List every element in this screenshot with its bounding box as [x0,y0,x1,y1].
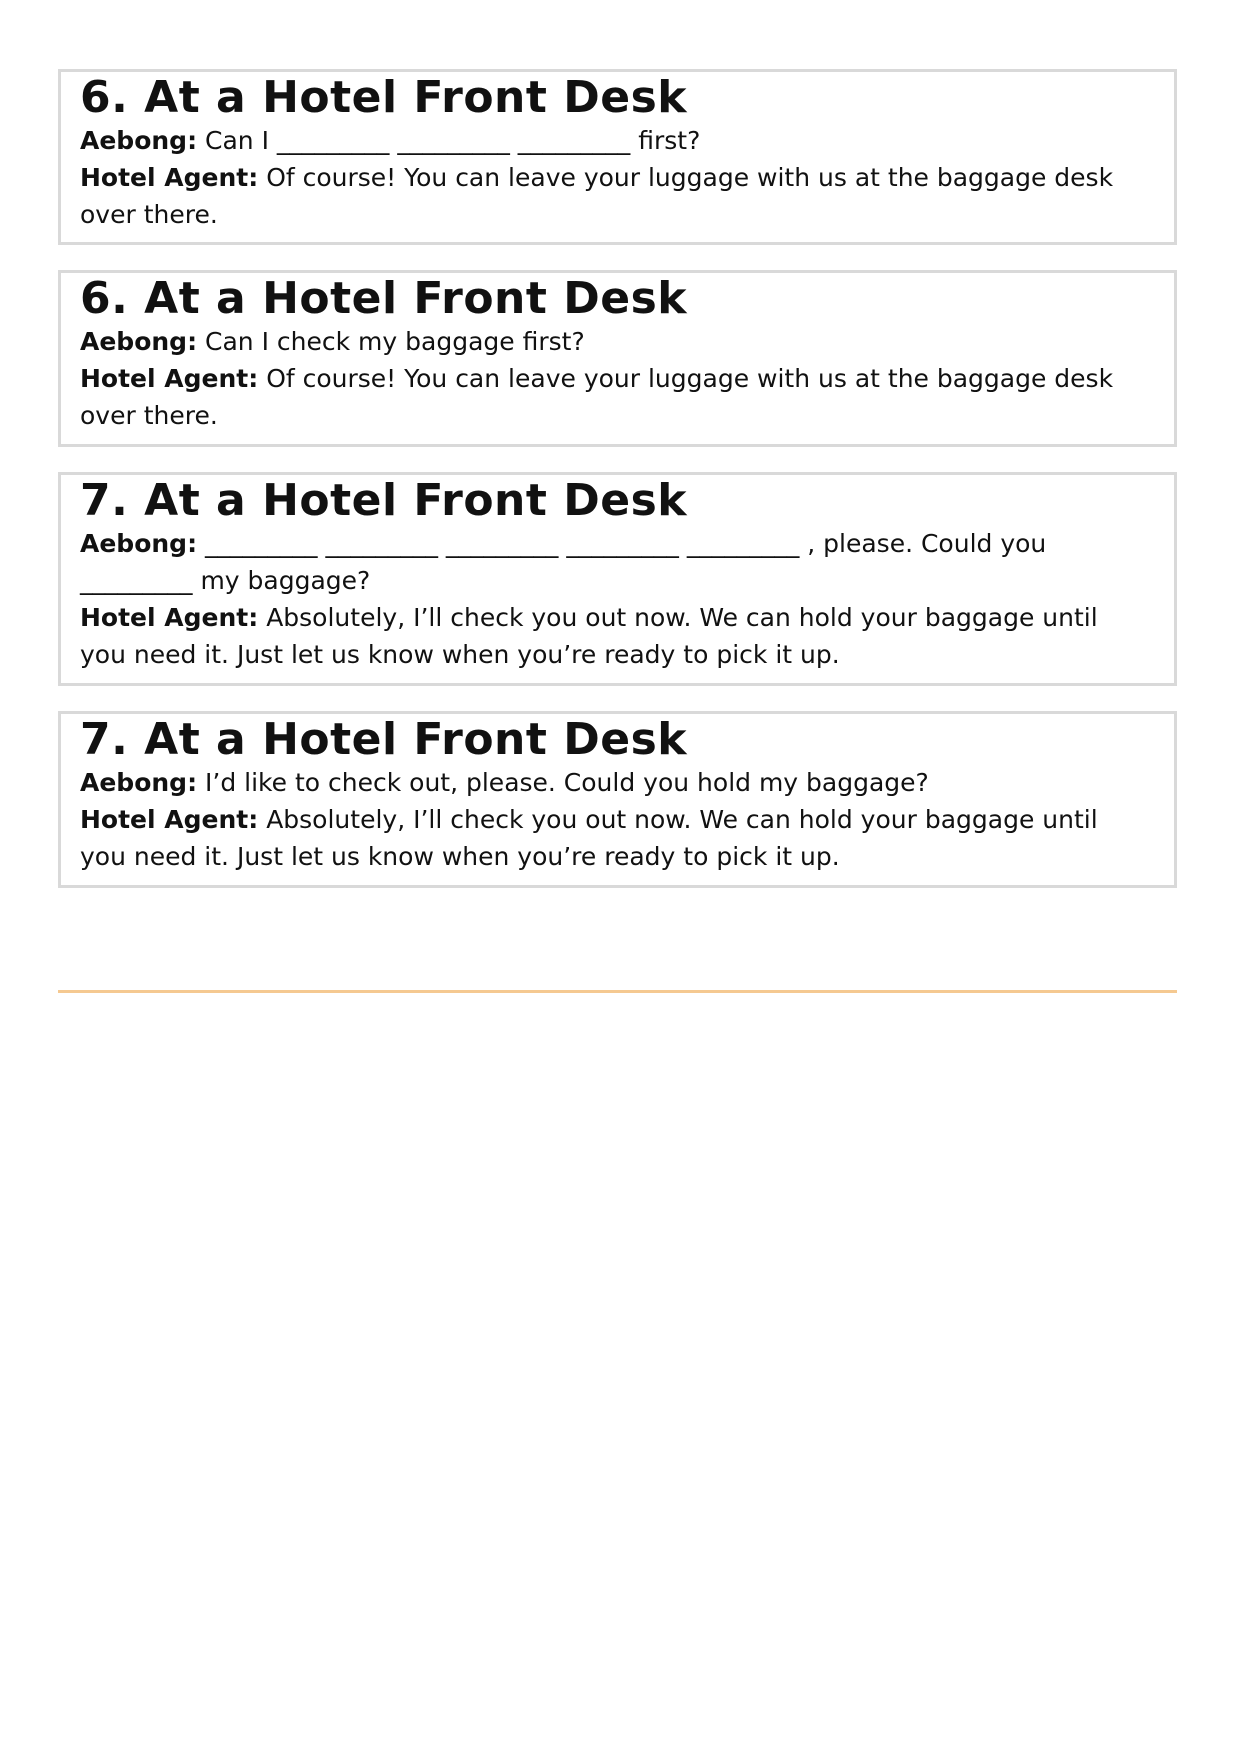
dialogue-text: _________ _________ _________ _________ _________ , please. Could you _________ my baggage? [80,529,1047,595]
dialogue-text: Absolutely, I’ll check you out now. We can hold your baggage until you need it. Just let us know when you’re ready to pick it up. [80,603,1098,669]
speaker-label: Hotel Agent: [80,603,259,632]
dialogue-line-aebong [80,525,1144,599]
speaker-label: Hotel Agent: [80,805,259,834]
card-title: 6. At a Hotel Front Desk [80,72,688,123]
dialogue-card-6-answer [58,270,1177,447]
card-title: 7. At a Hotel Front Desk [80,714,688,765]
dialogue-line-hotel-agent [80,360,1144,434]
speaker-label: Aebong: [80,529,198,558]
dialogue-line-aebong [80,122,1144,159]
speaker-label: Hotel Agent: [80,364,259,393]
dialogue-text: Of course! You can leave your luggage with us at the baggage desk over there. [80,364,1114,430]
dialogue-card-6-blank [58,69,1177,245]
speaker-label: Aebong: [80,126,198,155]
dialogue-line-hotel-agent [80,159,1144,233]
dialogue-text: Can I _________ _________ _________ first? [205,126,701,155]
dialogue-text: I’d like to check out, please. Could you hold my baggage? [205,768,929,797]
card-title: 6. At a Hotel Front Desk [80,273,688,324]
section-divider [58,990,1177,993]
dialogue-text: Can I check my baggage first? [205,327,585,356]
speaker-label: Aebong: [80,768,198,797]
dialogue-line-hotel-agent [80,801,1144,875]
dialogue-card-7-answer [58,711,1177,888]
dialogue-line-aebong [80,323,1144,360]
dialogue-line-hotel-agent [80,599,1144,673]
dialogue-line-aebong [80,764,1144,801]
dialogue-text: Of course! You can leave your luggage with us at the baggage desk over there. [80,163,1114,229]
card-title: 7. At a Hotel Front Desk [80,475,688,526]
speaker-label: Aebong: [80,327,198,356]
speaker-label: Hotel Agent: [80,163,259,192]
dialogue-card-7-blank [58,472,1177,686]
dialogue-text: Absolutely, I’ll check you out now. We can hold your baggage until you need it. Just let us know when you’re ready to pick it up. [80,805,1098,871]
